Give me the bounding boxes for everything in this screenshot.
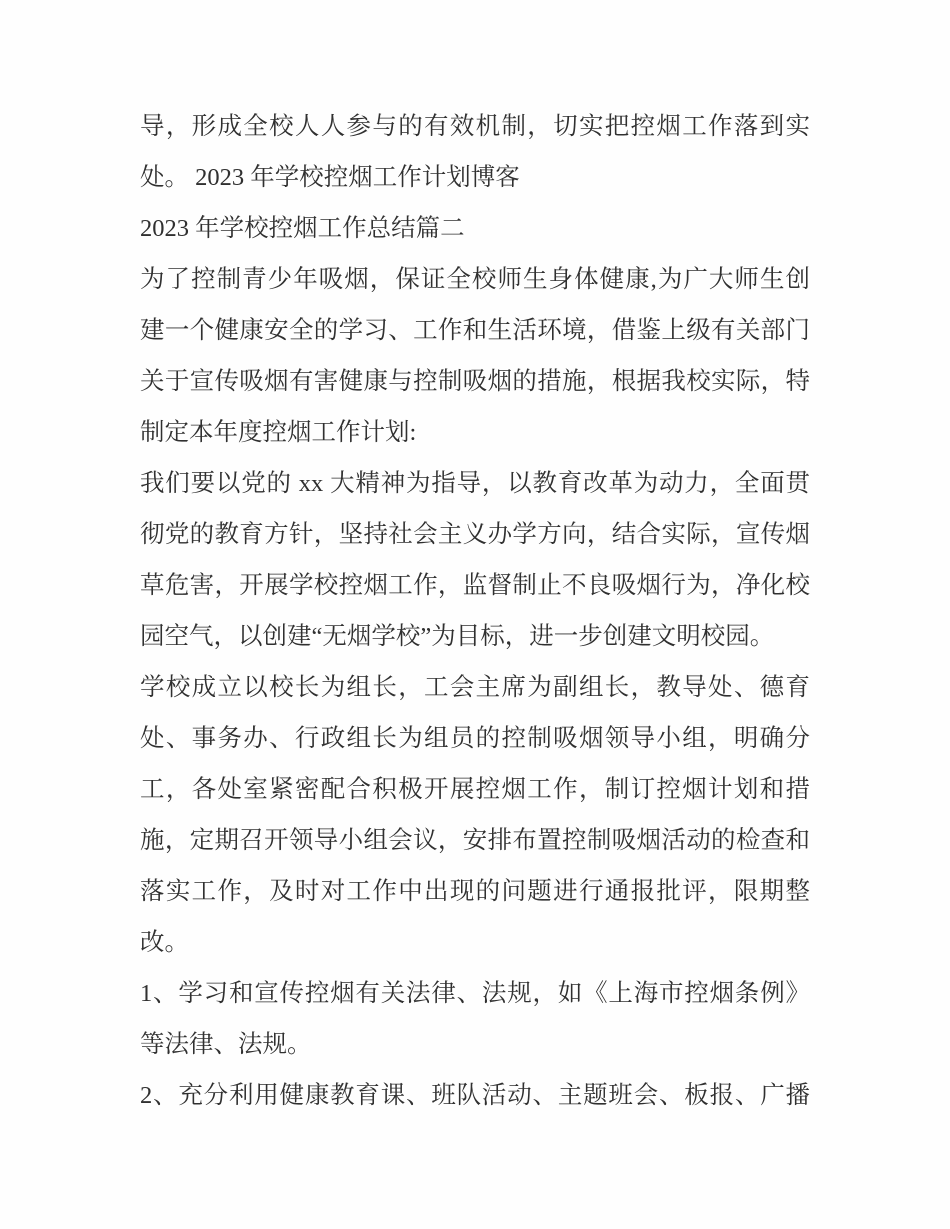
text-line-14: 工，各处室紧密配合积极开展控烟工作，制订控烟计划和措 xyxy=(140,776,810,803)
text-line-17: 改。 xyxy=(140,929,189,956)
text-line-03: 2023 年学校控烟工作总结篇二 xyxy=(140,215,465,242)
text-line-04: 为了控制青少年吸烟，保证全校师生身体健康,为广大师生创 xyxy=(140,266,810,293)
text-line-15: 施，定期召开领导小组会议，安排布置控制吸烟活动的检查和 xyxy=(140,827,810,854)
text-line-13: 处、事务办、行政组长为组员的控制吸烟领导小组，明确分 xyxy=(140,725,810,752)
text-line-05: 建一个健康安全的学习、工作和生活环境，借鉴上级有关部门 xyxy=(140,317,810,344)
text-line-19: 等法律、法规。 xyxy=(140,1031,312,1058)
text-line-12: 学校成立以校长为组长，工会主席为副组长，教导处、德育 xyxy=(140,674,810,701)
text-line-08: 我们要以党的 xx 大精神为指导，以教育改革为动力，全面贯 xyxy=(140,470,810,497)
text-line-11: 园空气，以创建“无烟学校”为目标，进一步创建文明校园。 xyxy=(140,623,775,650)
text-line-09: 彻党的教育方针，坚持社会主义办学方向，结合实际，宣传烟 xyxy=(140,521,810,548)
text-line-02: 处。 2023 年学校控烟工作计划博客 xyxy=(140,164,520,191)
text-line-01: 导，形成全校人人参与的有效机制，切实把控烟工作落到实 xyxy=(140,113,810,140)
text-line-18: 1、学习和宣传控烟有关法律、法规，如《上海市控烟条例》 xyxy=(140,980,810,1007)
text-line-16: 落实工作，及时对工作中出现的问题进行通报批评，限期整 xyxy=(140,878,810,905)
text-line-20: 2、充分利用健康教育课、班队活动、主题班会、板报、广播 xyxy=(140,1082,810,1109)
text-line-07: 制定本年度控烟工作计划: xyxy=(140,419,417,446)
text-line-06: 关于宣传吸烟有害健康与控制吸烟的措施，根据我校实际，特 xyxy=(140,368,810,395)
text-line-10: 草危害，开展学校控烟工作，监督制止不良吸烟行为，净化校 xyxy=(140,572,810,599)
